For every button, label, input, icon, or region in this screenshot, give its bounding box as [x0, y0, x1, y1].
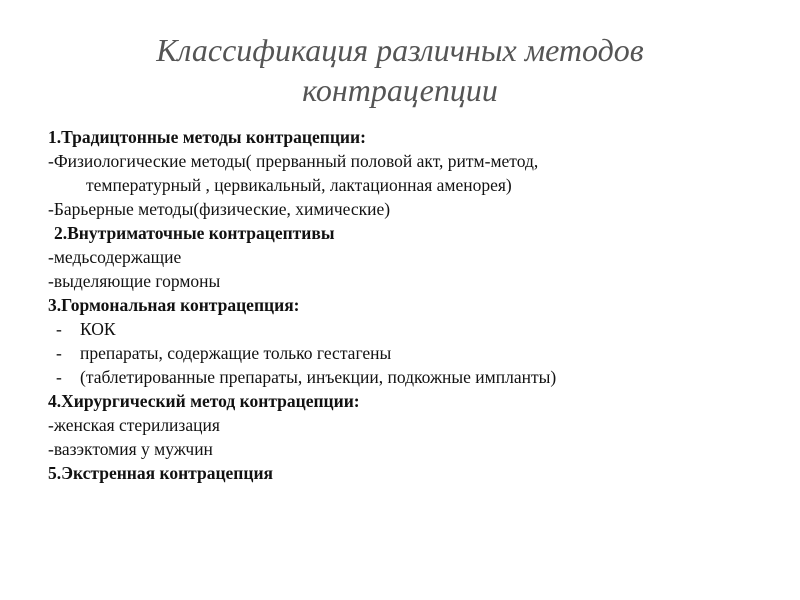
title-line-2: контрацепции	[302, 72, 498, 108]
list-dash: -	[56, 367, 62, 387]
section-4-item-2: -вазэктомия у мужчин	[48, 439, 213, 459]
section-2-heading: 2.Внутриматочные контрацептивы	[54, 223, 335, 243]
section-4-heading: 4.Хирургический метод контрацепции:	[48, 391, 360, 411]
section-3-item-1-text: КОК	[80, 319, 116, 339]
section-1-item-1-line-2: температурный , цервикальный, лактационная аменорея)	[86, 175, 512, 195]
section-1-item-2: -Барьерные методы(физические, химические)	[48, 199, 391, 219]
section-2-item-2: -выделяющие гормоны	[48, 271, 221, 291]
section-3-heading: 3.Гормональная контрацепция:	[48, 295, 300, 315]
slide-content	[48, 125, 768, 485]
section-3-item-3	[48, 365, 768, 389]
section-3-item-1	[48, 317, 768, 341]
section-3-item-2	[48, 341, 768, 365]
section-3-item-2-text: препараты, содержащие только гестагены	[80, 343, 392, 363]
slide-title	[60, 30, 740, 110]
list-dash: -	[56, 319, 62, 339]
section-5-heading: 5.Экстренная контрацепция	[48, 463, 274, 483]
section-3-item-3-text: (таблетированные препараты, инъекции, подкожные импланты)	[80, 367, 557, 387]
section-1-heading: 1.Традицтонные методы контрацепции:	[48, 127, 366, 147]
section-1-item-1-line-1: -Физиологические методы( прерванный половой акт, ритм-метод,	[48, 151, 539, 171]
section-2-item-1: -медьсодержащие	[48, 247, 182, 267]
title-line-1: Классификация различных методов	[156, 32, 644, 68]
section-4-item-1: -женская стерилизация	[48, 415, 220, 435]
list-dash: -	[56, 343, 62, 363]
